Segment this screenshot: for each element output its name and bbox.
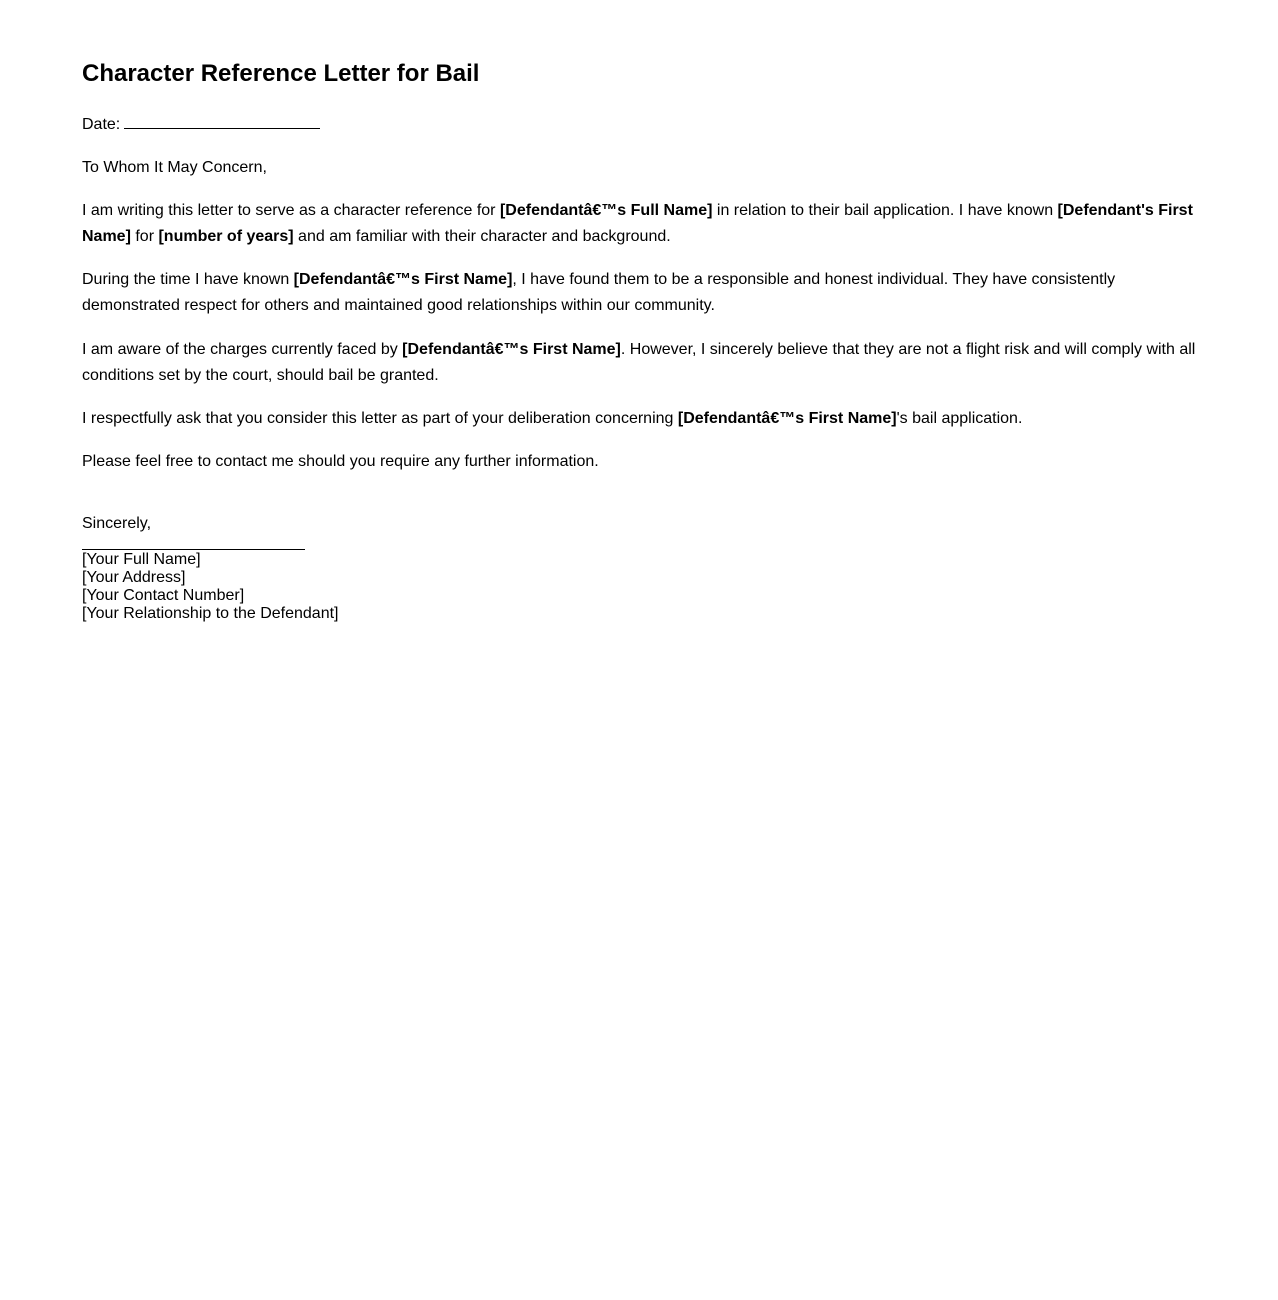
paragraph-request xyxy=(82,406,1202,432)
paragraph-contact xyxy=(82,449,1202,475)
signature-address: [Your Address] xyxy=(82,569,186,586)
signature-contact-number: [Your Contact Number] xyxy=(82,587,245,604)
paragraph-character xyxy=(82,267,1202,319)
placeholder-defendant-first-name: [Defendantâ€™s First Name] xyxy=(293,271,513,288)
closing: Sincerely, xyxy=(82,515,152,532)
paragraph-introduction xyxy=(82,198,1202,250)
placeholder-defendant-first-name: [Defendant's First Name] xyxy=(82,202,1193,245)
text: . However, I sincerely believe that they are not a flight risk and will comply with all conditions set by the court, should bail be granted. xyxy=(82,341,1196,384)
signature-full-name: [Your Full Name] xyxy=(82,551,201,568)
paragraph-charges xyxy=(82,337,1202,389)
signature-line xyxy=(82,549,305,550)
salutation: To Whom It May Concern, xyxy=(82,159,267,176)
placeholder-defendant-full-name: [Defendantâ€™s Full Name] xyxy=(499,202,713,219)
placeholder-number-of-years: [number of years] xyxy=(158,228,294,245)
placeholder-defendant-first-name: [Defendantâ€™s First Name] xyxy=(677,410,897,427)
text: 's bail application. xyxy=(896,410,1023,427)
date-blank-field xyxy=(124,114,320,129)
text: I am writing this letter to serve as a character reference for xyxy=(82,202,500,219)
document-title: Character Reference Letter for Bail xyxy=(82,60,480,87)
text: I am aware of the charges currently faced by xyxy=(82,341,403,358)
text: , I have found them to be a responsible and honest individual. They have consistently demonstrated respect for others and maintained good relationships within our community. xyxy=(82,271,1116,314)
signature-block xyxy=(82,551,338,623)
date-line xyxy=(82,112,1202,138)
text: and am familiar with their character and background. xyxy=(293,228,671,245)
placeholder-defendant-first-name: [Defendantâ€™s First Name] xyxy=(402,341,621,358)
text: Please feel free to contact me should you require any further information. xyxy=(82,453,599,470)
date-label: Date: xyxy=(82,116,121,133)
signature-relationship: [Your Relationship to the Defendant] xyxy=(82,605,339,622)
text: in relation to their bail application. I have known xyxy=(712,202,1058,219)
text: During the time I have known xyxy=(82,271,294,288)
text: for xyxy=(130,228,159,245)
text: I respectfully ask that you consider this letter as part of your deliberation concerning xyxy=(82,410,678,427)
